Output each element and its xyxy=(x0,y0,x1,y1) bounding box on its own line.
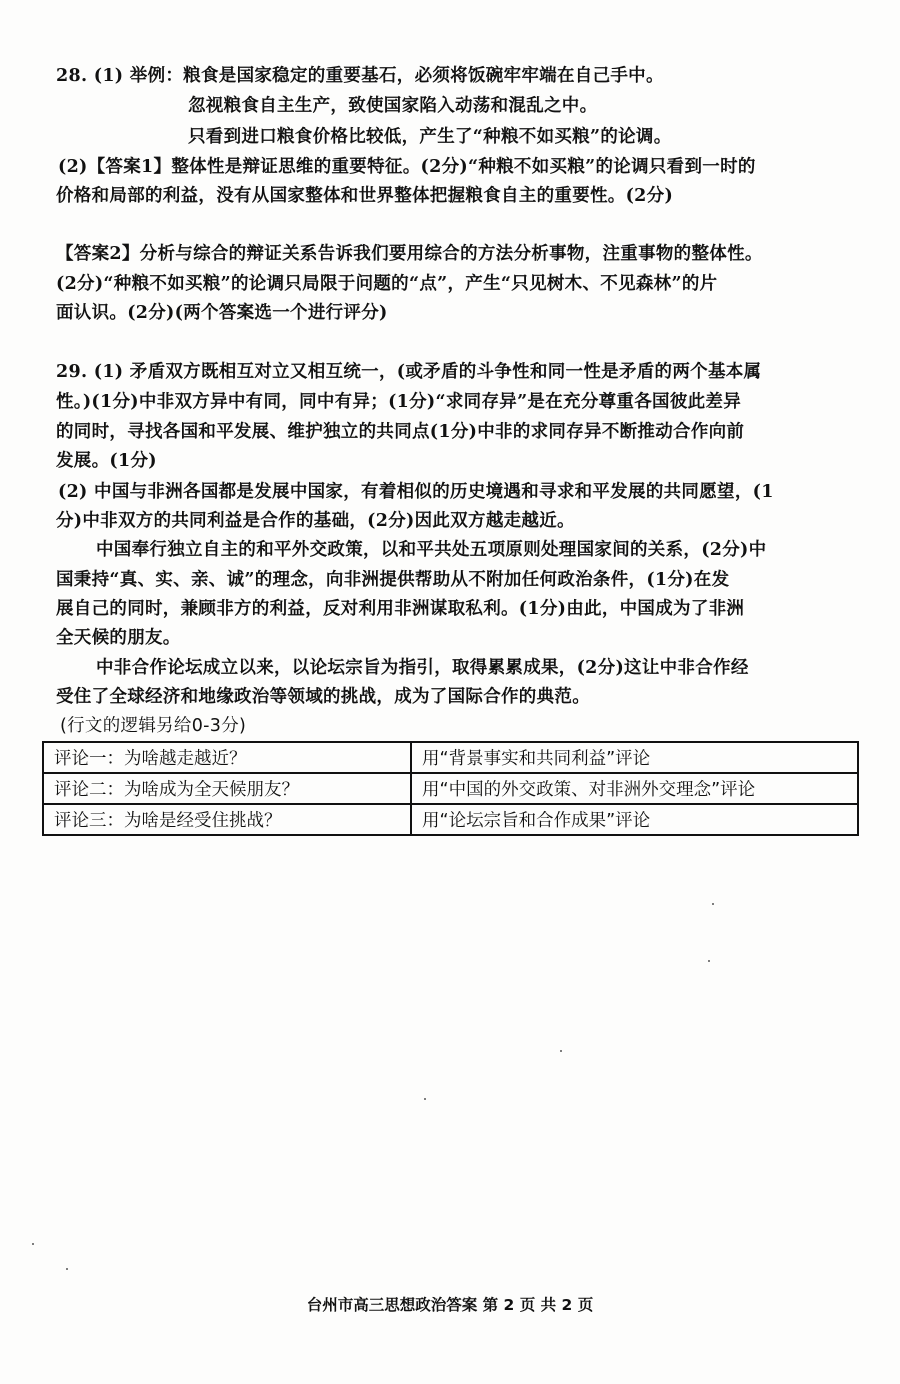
q29-line-12: 受住了全球经济和地缘政治等领域的挑战，成为了国际合作的典范。 xyxy=(56,687,590,707)
scan-speck xyxy=(424,1098,426,1100)
q29-line-6: 分)中非双方的共同利益是合作的基础，(2分)因此双方越走越近。 xyxy=(56,511,575,531)
q28-line-2: 忽视粮食自主生产，致使国家陷入动荡和混乱之中。 xyxy=(188,96,598,116)
scan-speck xyxy=(66,1268,68,1270)
q28-line-8: 面认识。(2分)(两个答案选一个进行评分) xyxy=(56,303,388,323)
table-cell-method: 用“论坛宗旨和合作成果”评论 xyxy=(411,804,858,835)
table-cell-comment: 评论三：为啥是经受住挑战？ xyxy=(43,804,411,835)
q29-line-7: 中国奉行独立自主的和平外交政策，以和平共处五项原则处理国家间的关系，(2分)中 xyxy=(96,540,767,560)
q29-line-9: 展自己的同时，兼顾非方的利益，反对利用非洲谋取私利。(1分)由此，中国成为了非洲 xyxy=(56,599,745,619)
scan-speck xyxy=(712,903,714,905)
q28-line-7: (2分)“种粮不如买粮”的论调只局限于问题的“点”，产生“只见树木、不见森林”的片 xyxy=(56,274,718,294)
table-row xyxy=(43,773,858,804)
q29-line-8: 国秉持“真、实、亲、诚”的理念，向非洲提供帮助从不附加任何政治条件，(1分)在发 xyxy=(56,570,730,590)
table-cell-comment: 评论二：为啥成为全天候朋友？ xyxy=(43,773,411,804)
table-cell-method: 用“背景事实和共同利益”评论 xyxy=(411,742,858,773)
q28-line-5: 价格和局部的利益，没有从国家整体和世界整体把握粮食自主的重要性。(2分) xyxy=(56,186,674,206)
q29-line-3: 的同时，寻找各国和平发展、维护独立的共同点(1分)中非的求同存异不断推动合作向前 xyxy=(56,422,745,442)
q29-line-5: (2) 中国与非洲各国都是发展中国家，有着相似的历史境遇和寻求和平发展的共同愿望，(1 xyxy=(58,482,774,502)
q29-line-10: 全天候的朋友。 xyxy=(56,628,181,648)
q29-line-2: 性。)(1分)中非双方异中有同，同中有异；(1分)“求同存异”是在充分尊重各国彼此差异 xyxy=(56,392,742,412)
scan-speck xyxy=(708,960,710,962)
comment-table xyxy=(42,741,859,836)
q29-line-13: (行文的逻辑另给0-3分) xyxy=(60,716,247,736)
scan-speck xyxy=(560,1050,562,1052)
scan-speck xyxy=(32,1243,34,1245)
q28-line-4: (2)【答案1】整体性是辩证思维的重要特征。(2分)“种粮不如买粮”的论调只看到一时的 xyxy=(58,157,756,177)
q28-line-3: 只看到进口粮食价格比较低，产生了“种粮不如买粮”的论调。 xyxy=(188,127,672,147)
table-cell-comment: 评论一：为啥越走越近？ xyxy=(43,742,411,773)
q29-line-4: 发展。(1分) xyxy=(56,451,157,471)
table-cell-method: 用“中国的外交政策、对非洲外交理念”评论 xyxy=(411,773,858,804)
table-row xyxy=(43,804,858,835)
q28-line-1: 28. (1) 举例：粮食是国家稳定的重要基石，必须将饭碗牢牢端在自己手中。 xyxy=(56,66,664,86)
table-row xyxy=(43,742,858,773)
page-footer: 台州市高三思想政治答案 第 2 页 共 2 页 xyxy=(306,1296,594,1314)
q29-line-1: 29. (1) 矛盾双方既相互对立又相互统一，(或矛盾的斗争性和同一性是矛盾的两个基本属 xyxy=(56,362,762,382)
q28-line-6: 【答案2】分析与综合的辩证关系告诉我们要用综合的方法分析事物，注重事物的整体性。 xyxy=(56,244,763,264)
q29-line-11: 中非合作论坛成立以来，以论坛宗旨为指引，取得累累成果，(2分)这让中非合作经 xyxy=(96,658,749,678)
